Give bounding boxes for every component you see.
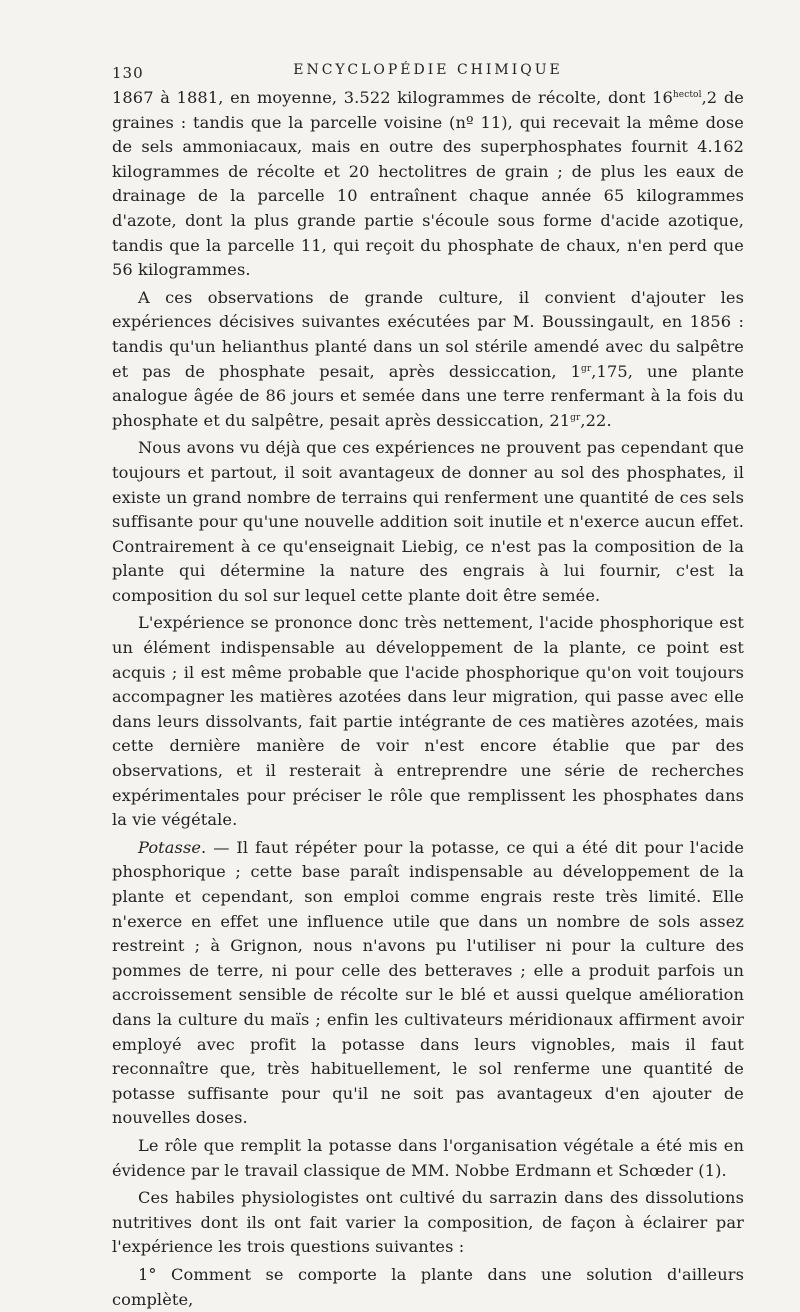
paragraph-6: Le rôle que remplit la potasse dans l'organisation végétale a été mis en évidence par le travail classique de MM. Nobbe Erdmann et Schœder (1). <box>112 1135 744 1180</box>
paragraph-4: L'expérience se prononce donc très nettement, l'acide phosphorique est un élément indispensable au développement de la plante, ce point est acquis ; il est même probable que l'acide phosphorique qu'on voit toujours accompagner les matières azotées dans leur migration, qui passe avec elle dans leurs dissolvants, fait partie intégrante de ces matières azotées, mais cette dernière manière de voir n'est encore établie que par des observations, et il resterait à entreprendre une série de recherches expérimentales pour préciser le rôle que remplissent les phosphates dans la vie végétale. <box>112 613 744 830</box>
paragraph-2: A ces observations de grande culture, il convient d'ajouter les expériences décisives suivantes exécutées par M. Boussingault, en 1856 : tandis qu'un helianthus planté dans un sol stérile amendé avec du salpêtre et pas de phosphate pesait, après dessiccation, $1^{gr},175$, une plante analogue âgée de 86 jours et semée dans une terre renfermant à la fois du phosphate et du salpêtre, pesait après dessiccation, $21^{gr},22$. <box>112 287 744 430</box>
body-text <box>112 86 744 1312</box>
paragraph-1: 1867 à 1881, en moyenne, 3.522 kilogrammes de récolte, dont $16^{hectol},2$ de graines : tandis que la parcelle voisine (nº 11), qui recevait la même dose de sels ammoniacaux, mais en outre des superphosphates fournit 4.162 kilogrammes de récolte et 20 hectolitres de grain ; de plus les eaux de drainage de la parcelle 10 entraînent chaque année 65 kilogrammes d'azote, dont la plus grande partie s'écoule sous forme d'acide azotique, tandis que la parcelle 11, qui reçoit du phosphate de chaux, n'en perd que 56 kilogrammes. <box>112 88 744 280</box>
section-heading-potasse: Potasse. <box>138 837 207 857</box>
paragraph-3: Nous avons vu déjà que ces expériences ne prouvent pas cependant que toujours et partout, il soit avantageux de donner au sol des phosphates, il existe un grand nombre de terrains qui renferment une quantité de ces sels suffisante pour qu'une nouvelle addition soit inutile et n'exerce aucun effet. Contrairement à ce qu'enseignait Liebig, ce n'est pas la composition de la plante qui détermine la nature des engrais à lui fournir, c'est la composition du sol sur lequel cette plante doit être semée. <box>112 438 744 605</box>
paragraph-5-potasse: Potasse. — Il faut répéter pour la potasse, ce qui a été dit pour l'acide phosphorique ; cette base paraît indispensable au développement de la plante et cependant, son emploi comme engrais reste très limité. Elle n'exerce en effet une influence utile que dans un nombre de sols assez restreint ; à Grignon, nous n'avons pu l'utiliser ni pour la culture des pommes de terre, ni pour celle des betteraves ; elle a produit parfois un accroissement sensible de récolte sur le blé et aussi quelque amélioration dans la culture du maïs ; enfin les cultivateurs méridionaux affirment avoir employé avec profit la potasse dans leurs vignobles, mais il faut reconnaître que, très habituellement, le sol renferme une quantité de potasse suffisante pour qu'il ne soit pas avantageux d'en ajouter de nouvelles doses. <box>112 837 744 1128</box>
page-header <box>112 56 744 86</box>
paragraph-8: 1° Comment se comporte la plante dans une solution d'ailleurs complète, <box>112 1264 744 1309</box>
running-title: ENCYCLOPÉDIE CHIMIQUE <box>293 62 563 78</box>
paragraph-7: Ces habiles physiologistes ont cultivé du sarrazin dans des dissolutions nutritives dont ils ont fait varier la composition, de façon à éclairer par l'expérience les trois questions suivantes : <box>112 1188 744 1257</box>
page-number: 130 <box>112 64 144 82</box>
